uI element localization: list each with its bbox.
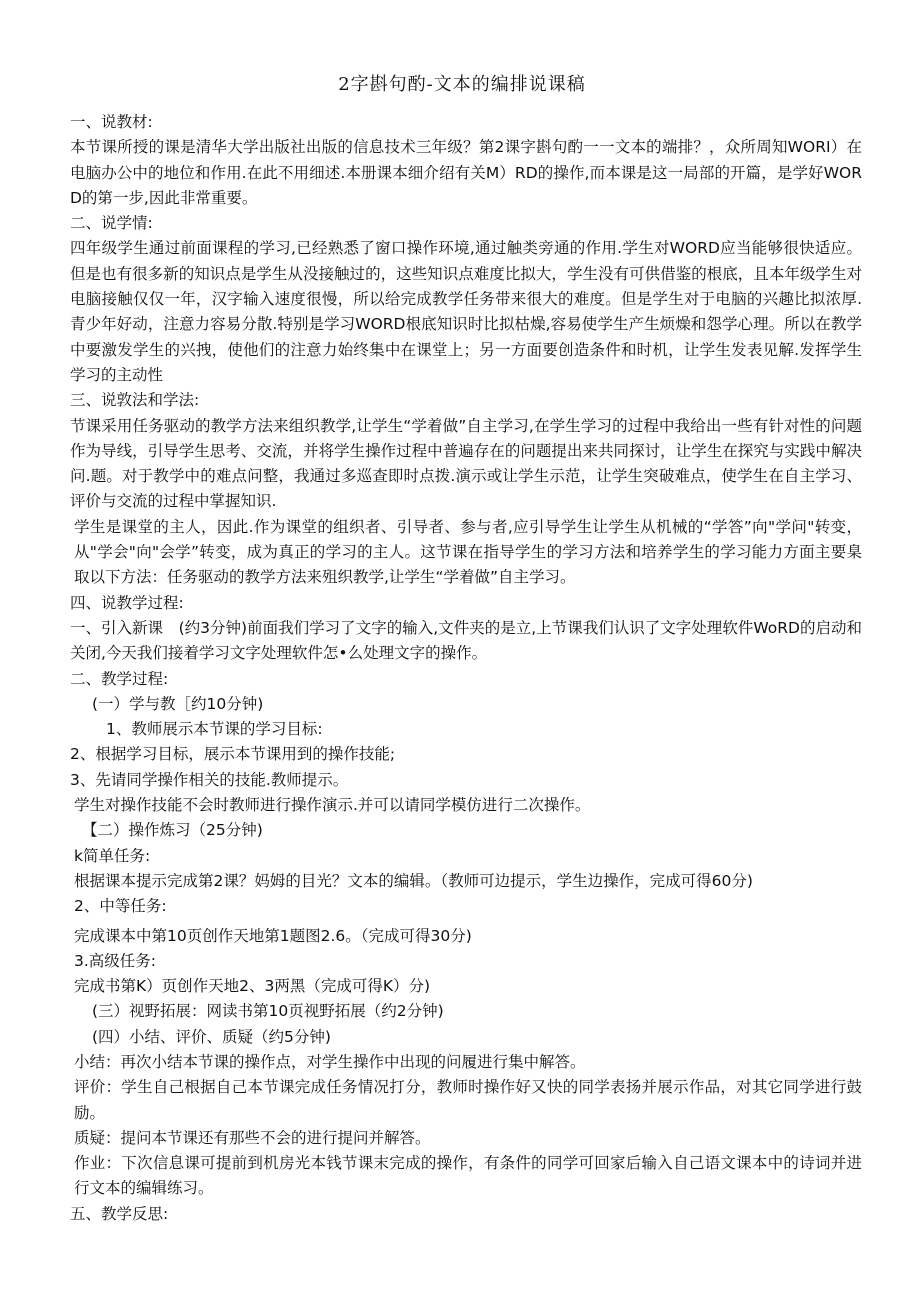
document-body bbox=[62, 110, 862, 1227]
paragraph: 根据课本提示完成第2课？妈姆的目光？文本的编辑。（教师可边提示，学生边操作，完成可得60分) bbox=[74, 871, 753, 890]
paragraph: 质疑：提问本节课还有那些不会的进行提问并解答。 bbox=[74, 1128, 431, 1147]
paragraph: k简单任务: bbox=[74, 846, 151, 865]
paragraph: 【二）操作炼习（25分钟) bbox=[82, 821, 263, 840]
paragraph: 2、中等任务: bbox=[74, 897, 167, 916]
paragraph: 节课采用任务驱动的教学方法来组织教学,让学生“学着做”自主学习,在学生学习的过程中我给出一些有针对性的问题作为导线，引导学生思考、交流，并将学生操作过程中普遍存在的问题提出来共同探讨，让学生在探究与实践中解决问.题。对于教学中的难点问整，我通过多巡查即时点拨.演示或让学生示范，让学生突破难点，使学生在自主学习、评价与交流的过程中掌握知识. bbox=[70, 416, 862, 511]
section-heading: 三、说敦法和学法: bbox=[70, 391, 200, 410]
paragraph: 学生是课堂的主人，因此.作为课堂的组织者、引导者、参与者,应引导学生让学生从机械的“学答”向"学问"转变，从"学会"向"会学”转变，成为真正的学习的主人。这节课在指导学生的学习方法和培养学生的学习能力方面主要臬取以下方法：任务驱动的教学方法来殂织教学,让学生“学着做”自主学习。 bbox=[74, 517, 862, 587]
section-heading: 2、根据学习目标，展示本节课用到的操作技能; bbox=[70, 745, 396, 764]
paragraph: (一）学与教［约10分钟) bbox=[92, 694, 264, 713]
paragraph: 小结：再次小结本节课的操作点，对学生操作中出现的问履进行集中解答。 bbox=[74, 1052, 586, 1071]
paragraph: 一、引入新课 (约3分钟)前面我们学习了文字的输入,文件夹的是立,上节课我们认识了文字处理软件WoRD的启动和关闭,今天我们接着学习文字处理软件怎•么处理文字的操作。 bbox=[70, 618, 862, 663]
paragraph: 3.高级任务: bbox=[74, 951, 157, 970]
paragraph: 完成书第K）页创作天地2、3两黑（完成可得K）分) bbox=[74, 977, 431, 996]
section-heading: 四、说教学过程: bbox=[70, 593, 184, 612]
section-heading: 3、先请同学操作相关的技能.教师提示。 bbox=[70, 770, 349, 789]
paragraph: 评价：学生自己根据自己本节课完成任务情况打分，教师时操作好又快的同学表扬并展示作品，对其它同学进行鼓励。 bbox=[74, 1078, 862, 1122]
section-heading: 二、教学过程: bbox=[70, 669, 169, 688]
paragraph: 作业：下次信息课可提前到机房光本钱节课末完成的操作，有条件的同学可回家后输入自己语文课本中的诗词并进行文本的编辑练习。 bbox=[74, 1154, 862, 1198]
document-page bbox=[62, 70, 862, 1227]
section-heading: 五、教学反思: bbox=[70, 1204, 169, 1223]
paragraph: 本节课所授的课是清华大学出版社出版的信息技术三年级？第2课字斟句酌一一文本的端排？，众所周知WORI）在电脑办公中的地位和作用.在此不用细述.本册课本细介绍有关M）RD的操作,而本课是这一局部的开篇，是学好WORD的第一步,因此非常重要。 bbox=[70, 138, 862, 207]
paragraph: 完成课本中第10页创作天地第1题图2.6。（完成可得30分) bbox=[74, 926, 472, 945]
paragraph: (三）视野拓展：网读书第10页视野拓展（约2分钟) bbox=[92, 1002, 444, 1021]
document-title: 2字斟句酌-文本的编排说课稿 bbox=[338, 74, 586, 95]
paragraph: 学生对操作技能不会时教师进行操作演示.并可以请同学模仿进行二次操作。 bbox=[74, 796, 591, 815]
paragraph: 四年级学生通过前面课程的学习,已经熟悉了窗口操作环境,通过触类旁通的作用.学生对WORD应当能够很快适应。但是也有很多新的知识点是学生从没接触过的，这些知识点难度比拟大，学生没有可供借鉴的根底，且本年级学生对电脑接触仅仅一年，汉字输入速度很慢，所以给完成教学任务带来很大的难度。但是学生对于电脑的兴趣比拟浓厚.青少年好动，注意力容易分散.特别是学习WORD根底知识时比拟枯燥,容易使学生产生烦燥和怨学心理。所以在教学中要激发学生的兴拽，使他们的注意力始终集中在课堂上；另一方面要创造条件和时机，让学生发表见解.发挥学生学习的主动性 bbox=[70, 239, 862, 384]
section-heading: 二、说学情: bbox=[70, 214, 153, 233]
section-heading: 一、说教材: bbox=[70, 113, 153, 131]
paragraph: (四）小结、评价、质疑（约5分钟) bbox=[92, 1027, 331, 1046]
paragraph: 1、教师展示本节课的学习目标: bbox=[106, 720, 323, 739]
